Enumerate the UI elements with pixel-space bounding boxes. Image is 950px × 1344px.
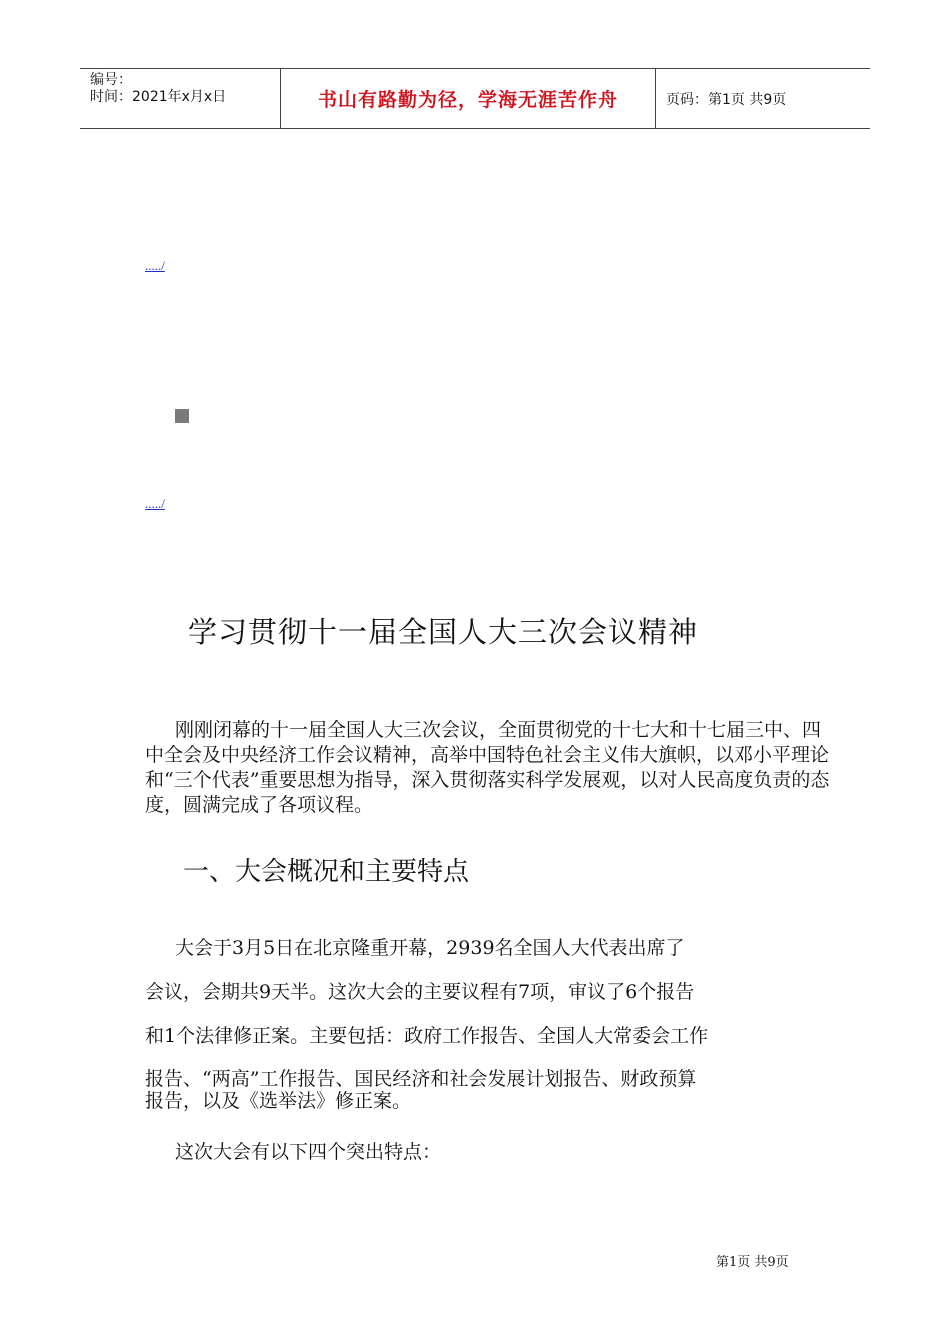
number-label: 编号： <box>90 72 132 88</box>
square-icon <box>175 409 189 423</box>
link-2[interactable]: ...../ <box>145 496 165 511</box>
header-motto: 书山有路勤为径，学海无涯苦作舟 <box>281 69 656 128</box>
header-meta <box>80 69 281 128</box>
section-line-6: 这次大会有以下四个突出特点： <box>175 1141 442 1163</box>
document-title: 学习贯彻十一届全国人大三次会议精神 <box>188 615 699 649</box>
section-line-1: 大会于3月5日在北京隆重开幕，2939名全国人大代表出席了 <box>175 937 685 959</box>
footer-page: 第1页 共9页 <box>716 1255 789 1270</box>
section-heading: 一、大会概况和主要特点 <box>183 857 470 887</box>
intro-paragraph: 刚刚闭幕的十一届全国人大三次会议，全面贯彻党的十七大和十七届三中、四中全会及中央经济工作会议精神，高举中国特色社会主义伟大旗帜，以邓小平理论和“三个代表”重要思想为指导，深入贯彻落实科学发展观，以对人民高度负责的态度，圆满完成了各项议程。 <box>145 719 830 816</box>
time-label: 时间：2021年x月x日 <box>90 89 227 105</box>
link-1[interactable]: ...../ <box>145 258 165 273</box>
section-line-2: 会议，会期共9天半。这次大会的主要议程有7项，审议了6个报告 <box>145 981 695 1003</box>
section-line-3: 和1个法律修正案。主要包括：政府工作报告、全国人大常委会工作 <box>145 1025 709 1047</box>
section-line-4: 报告、“两高”工作报告、国民经济和社会发展计划报告、财政预算 <box>145 1068 697 1090</box>
header-table <box>80 68 870 129</box>
section-line-5: 报告，以及《选举法》修正案。 <box>145 1090 412 1112</box>
header-page-label: 页码：第1页 共9页 <box>666 91 787 108</box>
section-paragraph <box>145 926 835 1112</box>
